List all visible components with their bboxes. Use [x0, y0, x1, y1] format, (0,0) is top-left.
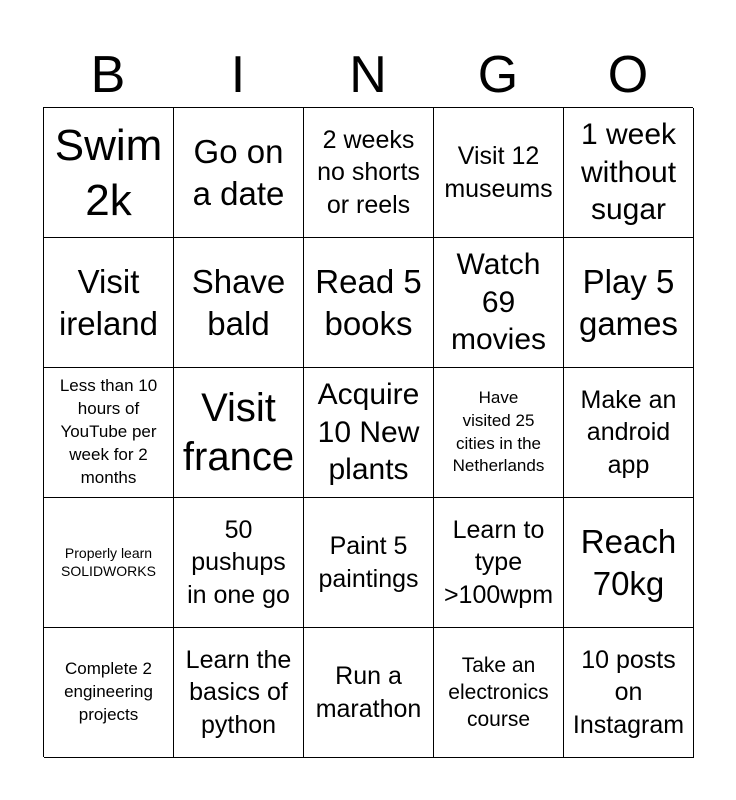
bingo-cell [174, 628, 304, 758]
bingo-cell [564, 368, 694, 498]
cell-text: 50 pushups in one go [187, 515, 290, 609]
cell-text: Make an android app [580, 385, 677, 479]
bingo-cell [304, 368, 434, 498]
cell-text: Have visited 25 cities in the Netherlands [452, 387, 545, 476]
cell-text: Learn the basics of python [185, 645, 292, 739]
bingo-cell [564, 628, 694, 758]
bingo-cell [304, 238, 434, 368]
bingo-cell [564, 108, 694, 238]
bingo-cell [304, 498, 434, 628]
cell-text: 1 week without sugar [580, 118, 677, 227]
header-letter-g: G [477, 46, 519, 104]
cell-text: Acquire 10 New plants [317, 378, 420, 487]
bingo-cell [174, 238, 304, 368]
cell-text: Learn to type >100wpm [443, 515, 554, 609]
cell-text: Read 5 books [315, 263, 422, 342]
bingo-header [43, 44, 693, 106]
bingo-board [43, 107, 693, 757]
cell-text: Paint 5 paintings [318, 532, 419, 593]
bingo-cell [44, 498, 174, 628]
cell-text: Less than 10 hours of YouTube per week for 2 months [59, 376, 158, 487]
bingo-cell [174, 498, 304, 628]
cell-text: Swim 2k [54, 120, 163, 225]
bingo-cell [434, 368, 564, 498]
cell-text: Complete 2 engineering projects [64, 659, 153, 724]
cell-text: Visit 12 museums [444, 142, 553, 203]
bingo-cell [44, 238, 174, 368]
cell-text: Take an electronics course [448, 653, 549, 732]
cell-text: Go on a date [192, 133, 285, 212]
cell-text: Shave bald [191, 263, 286, 342]
bingo-cell [44, 628, 174, 758]
bingo-cell [44, 108, 174, 238]
bingo-cell [304, 628, 434, 758]
cell-text: Properly learn SOLIDWORKS [61, 545, 156, 579]
header-letter-b: B [90, 46, 126, 104]
header-letter-n: N [349, 46, 387, 104]
cell-text: Run a marathon [315, 662, 422, 723]
bingo-cell [564, 238, 694, 368]
header-letter-i: I [230, 46, 246, 104]
cell-text: Visit ireland [58, 263, 159, 342]
bingo-cell [434, 238, 564, 368]
cell-text: 10 posts on Instagram [572, 645, 685, 739]
bingo-cell [174, 108, 304, 238]
bingo-cell [434, 498, 564, 628]
bingo-cell [434, 108, 564, 238]
bingo-cell [434, 628, 564, 758]
cell-text: Play 5 games [578, 263, 679, 342]
bingo-cell [174, 368, 304, 498]
cell-text: Watch 69 movies [450, 248, 547, 357]
bingo-cell [44, 368, 174, 498]
cell-text: Reach 70kg [580, 523, 677, 602]
cell-text: 2 weeks no shorts or reels [317, 125, 420, 219]
bingo-cell [564, 498, 694, 628]
cell-text: Visit france [182, 385, 295, 479]
bingo-cell [304, 108, 434, 238]
header-letter-o: O [607, 46, 649, 104]
